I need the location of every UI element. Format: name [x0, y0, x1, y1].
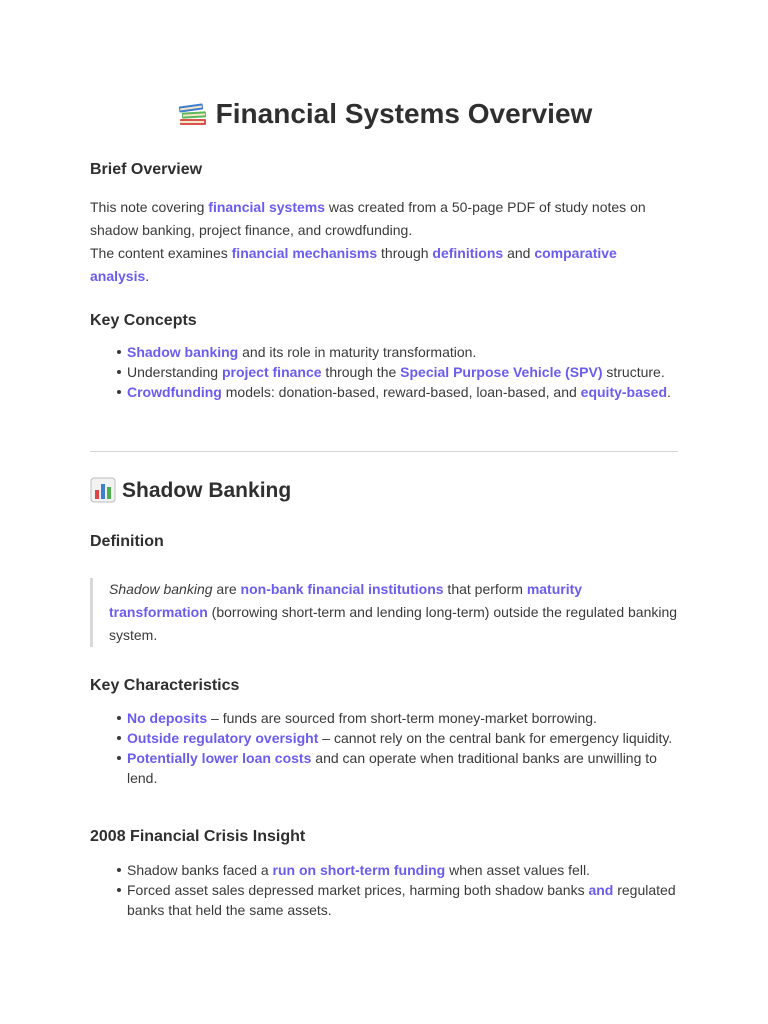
- brief-overview-paragraph-1: This note covering financial systems was created from a 50-page PDF of study notes on shadow banking, project finance, and crowdfunding.: [90, 199, 646, 238]
- books-icon: [176, 95, 210, 129]
- key-concepts-list: [90, 342, 678, 402]
- brief-overview-heading: Brief Overview: [90, 161, 203, 178]
- key-characteristics-heading: Key Characteristics: [90, 677, 240, 694]
- list-item: Shadow banks faced a run on short-term funding when asset values fell.: [127, 860, 678, 880]
- list-item: Outside regulatory oversight – cannot rely on the central bank for emergency liquidity.: [127, 728, 678, 748]
- page-title: Financial Systems Overview: [90, 94, 678, 134]
- list-item: Shadow banking and its role in maturity transformation.: [127, 342, 678, 362]
- list-item: Understanding project finance through the Special Purpose Vehicle (SPV) structure.: [127, 362, 678, 382]
- definition-quote: Shadow banking are non-bank financial institutions that perform maturity transformation (borrowing short-term and lending long-term) outside the regulated banking system.: [90, 578, 678, 647]
- key-concepts-heading: Key Concepts: [90, 312, 197, 329]
- list-item: Crowdfunding models: donation-based, reward-based, loan-based, and equity-based.: [127, 382, 678, 402]
- brief-overview-paragraph-2: The content examines financial mechanisms through definitions and comparative analysis.: [90, 245, 617, 284]
- list-item: No deposits – funds are sourced from short-term money-market borrowing.: [127, 708, 678, 728]
- list-item: Forced asset sales depressed market prices, harming both shadow banks and regulated banks that held the same assets.: [127, 880, 678, 920]
- definition-heading: Definition: [90, 533, 164, 550]
- list-item: Potentially lower loan costs and can operate when traditional banks are unwilling to lend.: [127, 748, 678, 788]
- shadow-banking-heading: Shadow Banking: [90, 476, 291, 506]
- bar-chart-icon: [90, 477, 116, 503]
- section-divider: [90, 451, 678, 452]
- crisis-insight-heading: 2008 Financial Crisis Insight: [90, 828, 306, 845]
- key-characteristics-list: [90, 708, 678, 788]
- crisis-insight-list: [90, 860, 678, 920]
